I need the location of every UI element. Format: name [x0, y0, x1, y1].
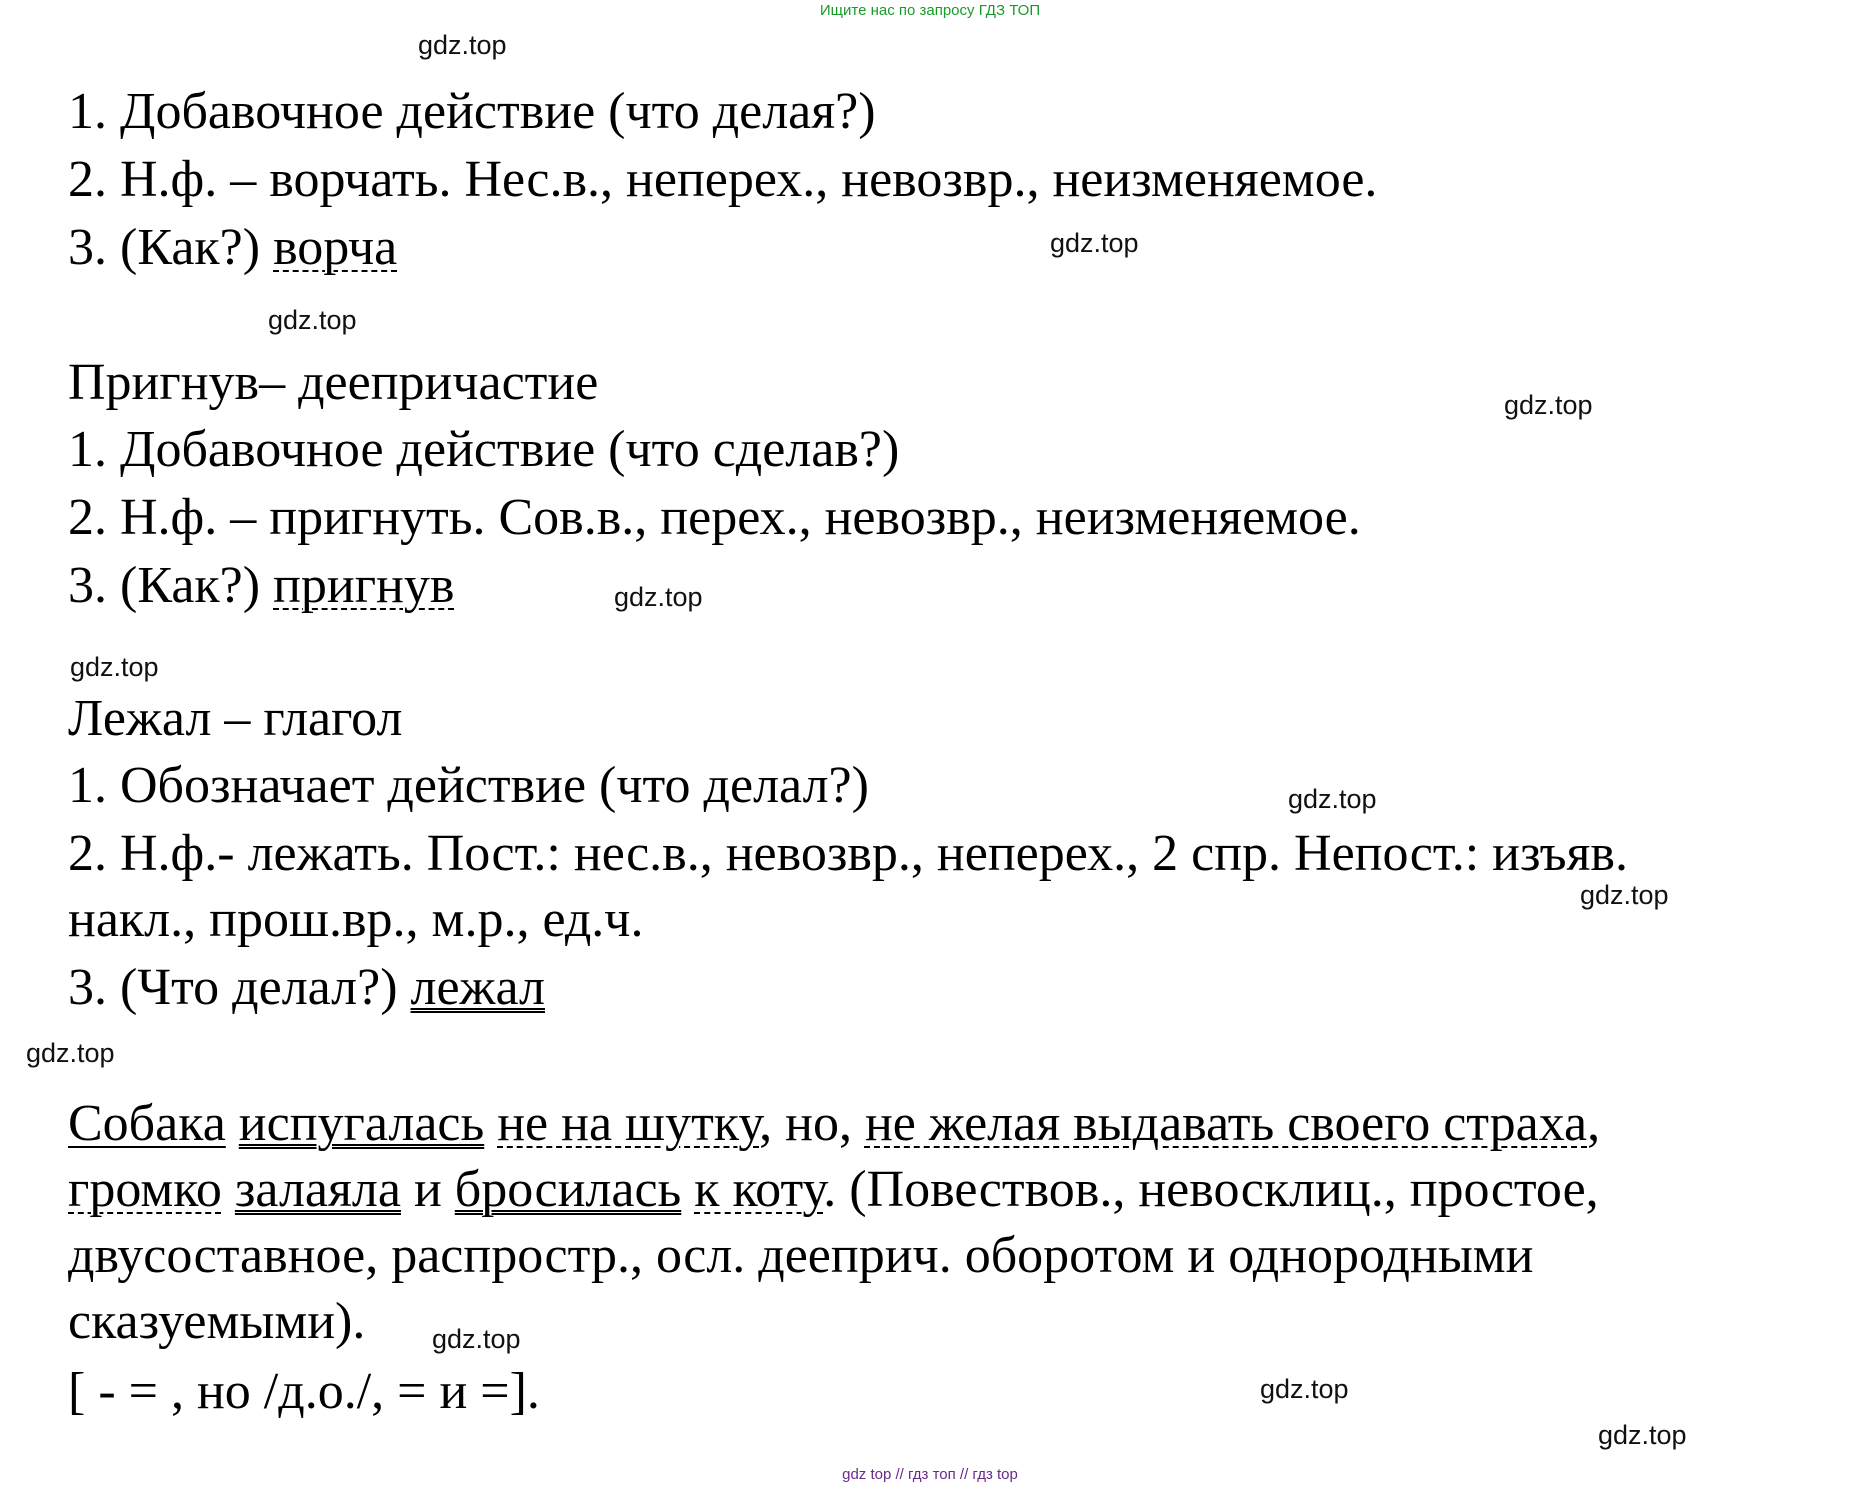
section3-line1: 1. Обозначает действие (что делал?): [68, 757, 869, 814]
sentence-line1: [68, 1094, 1600, 1154]
watermark: gdz.top: [418, 30, 507, 60]
underlined-word: лежал: [410, 959, 545, 1016]
section2-title: Пригнув– деепричастие: [68, 354, 599, 411]
watermark: gdz.top: [70, 652, 159, 682]
line-prefix: 3. (Что делал?): [68, 959, 411, 1016]
section3-title: Лежал – глагол: [68, 690, 403, 747]
separator: [681, 1161, 694, 1218]
watermark: gdz.top: [1288, 784, 1377, 814]
adverbial-phrase: не на шутку: [497, 1095, 760, 1152]
section1-line3: [68, 218, 397, 278]
watermark: gdz.top: [614, 582, 703, 612]
sentence-line3: двусоставное, распростр., осл. дееприч. оборотом и однородными: [68, 1227, 1534, 1284]
bottom-banner: gdz top // гдз топ // гдз top: [842, 1466, 1018, 1483]
sentence-line4: сказуемыми).: [68, 1293, 366, 1350]
section2-line2: 2. Н.ф. – пригнуть. Сов.в., перех., невозвр., неизменяемое.: [68, 489, 1361, 546]
separator: , но,: [759, 1095, 865, 1152]
line-prefix: 3. (Как?): [68, 557, 274, 614]
top-banner: Ищите нас по запросу ГДЗ ТОП: [819, 2, 1041, 19]
sentence-line2: [68, 1160, 1599, 1220]
sentence-characteristics: . (Повествов., невосклиц., простое,: [823, 1161, 1599, 1218]
line-prefix: 3. (Как?): [68, 219, 274, 276]
separator: [226, 1095, 239, 1152]
watermark: gdz.top: [1598, 1420, 1687, 1450]
watermark: gdz.top: [432, 1324, 521, 1354]
underlined-word: ворча: [273, 219, 398, 276]
participle-phrase: не желая выдавать своего страха: [864, 1095, 1588, 1152]
object-phrase: к коту: [694, 1161, 824, 1218]
section2-line1: 1. Добавочное действие (что сделав?): [68, 421, 900, 478]
predicate-word: залаяла: [234, 1161, 401, 1218]
adverb-word: громко: [68, 1161, 222, 1218]
watermark: gdz.top: [26, 1038, 115, 1068]
section3-line2b: накл., прош.вр., м.р., ед.ч.: [68, 891, 644, 948]
section3-line3: [68, 958, 545, 1018]
watermark: gdz.top: [1260, 1374, 1349, 1404]
section1-line1: 1. Добавочное действие (что делая?): [68, 83, 876, 140]
section2-line3: [68, 556, 454, 616]
predicate-word: испугалась: [238, 1095, 485, 1152]
watermark: gdz.top: [1504, 390, 1593, 420]
watermark: gdz.top: [1580, 880, 1669, 910]
sentence-scheme: [ - = , но /д.о./, = и =].: [68, 1363, 540, 1420]
predicate-word: бросилась: [454, 1161, 682, 1218]
separator: [222, 1161, 235, 1218]
subject-word: Собака: [68, 1095, 226, 1152]
watermark: gdz.top: [1050, 228, 1139, 258]
section1-line2: 2. Н.ф. – ворчать. Нес.в., неперех., невозвр., неизменяемое.: [68, 151, 1378, 208]
section3-line2: 2. Н.ф.- лежать. Пост.: нес.в., невозвр., неперех., 2 спр. Непост.: изъяв.: [68, 825, 1628, 882]
underlined-word: пригнув: [273, 557, 455, 614]
separator: [484, 1095, 497, 1152]
watermark: gdz.top: [268, 305, 357, 335]
separator: и: [400, 1161, 455, 1218]
separator: ,: [1587, 1095, 1601, 1152]
